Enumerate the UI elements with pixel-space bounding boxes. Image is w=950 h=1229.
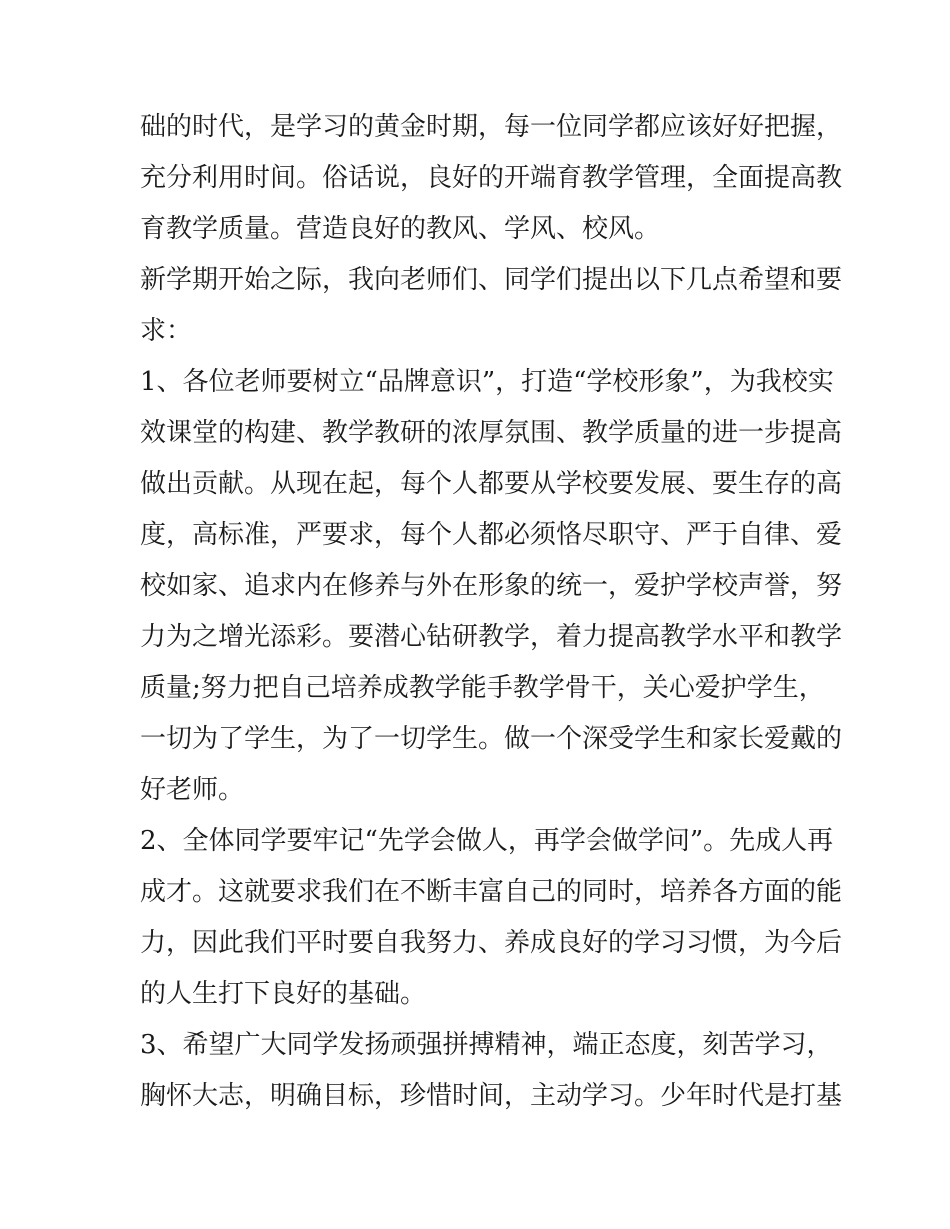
text-line: 校如家、追求内在修养与外在形象的统一，爱护学校声誉，努: [140, 571, 843, 601]
text-line: 1、各位老师要树立“品牌意识”，打造“学校形象”，为我校实: [140, 367, 834, 397]
text-line: 3、希望广大同学发扬顽强拼搏精神，端正态度，刻苦学习，: [140, 1030, 833, 1060]
text-line: 础的时代，是学习的黄金时期，每一位同学都应该好好把握，: [140, 112, 843, 142]
text-line: 力为之增光添彩。要潜心钻研教学，着力提高教学水平和教学: [140, 622, 843, 652]
body-text: [140, 102, 843, 1122]
text-line: 2、全体同学要牢记“先学会做人，再学会做学问”。先成人再: [140, 826, 834, 856]
text-line: 度，高标准，严要求，每个人都必须恪尽职守、严于自律、爱: [140, 520, 843, 550]
text-line: 胸怀大志，明确目标，珍惜时间，主动学习。少年时代是打基: [140, 1081, 843, 1111]
text-line: 充分利用时间。俗话说，良好的开端育教学管理，全面提高教: [140, 163, 843, 193]
text-line: 的人生打下良好的基础。: [140, 979, 427, 1009]
text-line: 力，因此我们平时要自我努力、养成良好的学习习惯，为今后: [140, 928, 843, 958]
text-line: 新学期开始之际，我向老师们、同学们提出以下几点希望和要: [140, 265, 843, 295]
text-line: 质量;努力把自己培养成教学能手教学骨干，关心爱护学生，: [140, 673, 825, 703]
text-line: 效课堂的构建、教学教研的浓厚氛围、教学质量的进一步提高: [140, 418, 843, 448]
text-line: 好老师。: [140, 775, 245, 805]
text-line: 成才。这就要求我们在不断丰富自己的同时，培养各方面的能: [140, 877, 843, 907]
text-line: 求：: [140, 316, 193, 346]
text-line: 育教学质量。营造良好的教风、学风、校风。: [140, 214, 661, 244]
text-line: 做出贡献。从现在起，每个人都要从学校要发展、要生存的高: [140, 469, 843, 499]
text-line: 一切为了学生，为了一切学生。做一个深受学生和家长爱戴的: [140, 724, 843, 754]
